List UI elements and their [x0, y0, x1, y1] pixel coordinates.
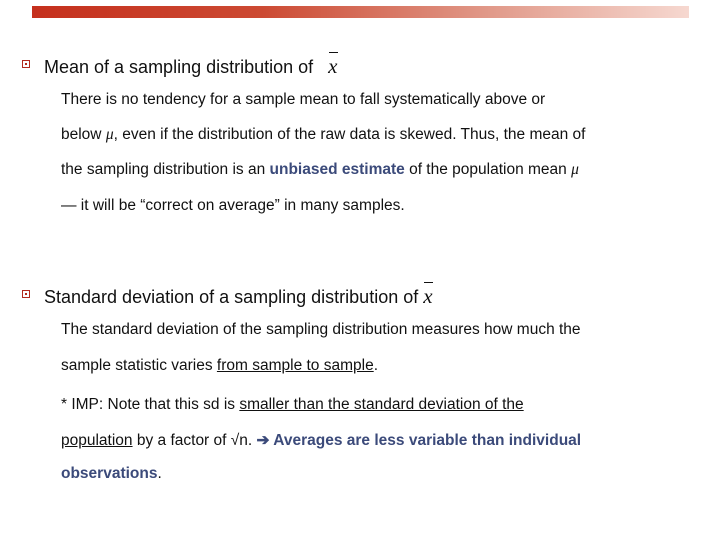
heading-standard-deviation: Standard deviation of a sampling distribution of x: [44, 284, 433, 308]
square-bullet-icon: [22, 290, 30, 298]
mean-text-line-3: the sampling distribution is an unbiased estimate of the population mean μ: [61, 161, 579, 178]
bullet-mean: [22, 53, 338, 78]
x-bar-symbol: x: [423, 284, 433, 308]
unbiased-estimate-emphasis: unbiased estimate: [269, 161, 405, 178]
mean-text-line-1: There is no tendency for a sample mean to fall systematically above or: [61, 91, 546, 108]
sd-text-line-3: * IMP: Note that this sd is smaller than the standard deviation of the: [61, 396, 524, 413]
observations-emphasis: observations: [61, 465, 158, 482]
sd-text-line-5: observations.: [61, 465, 162, 482]
mu-symbol: μ: [105, 126, 114, 143]
title-accent-bar: [32, 6, 689, 18]
mu-symbol: μ: [571, 161, 579, 178]
square-bullet-icon: [22, 60, 30, 68]
arrow-icon: ➔: [256, 432, 270, 449]
sd-text-line-2: sample statistic varies from sample to sample.: [61, 357, 379, 374]
from-sample-to-sample-underline: from sample to sample: [216, 357, 374, 374]
population-underline: population: [61, 432, 133, 449]
sd-text-line-4: population by a factor of √n. ➔ Averages are less variable than individual: [61, 432, 582, 449]
mean-text-line-2: below μ, even if the distribution of the raw data is skewed. Thus, the mean of: [61, 126, 586, 143]
averages-emphasis: Averages are less variable than individual: [269, 432, 582, 449]
bullet-standard-deviation: [22, 283, 433, 308]
mean-text-line-4: — it will be “correct on average” in many samples.: [61, 197, 405, 214]
smaller-than-underline: smaller than the standard deviation of the: [239, 396, 524, 413]
heading-mean: Mean of a sampling distribution of x: [44, 54, 338, 78]
sd-text-line-1: The standard deviation of the sampling distribution measures how much the: [61, 321, 581, 338]
x-bar-symbol: x: [328, 54, 338, 78]
